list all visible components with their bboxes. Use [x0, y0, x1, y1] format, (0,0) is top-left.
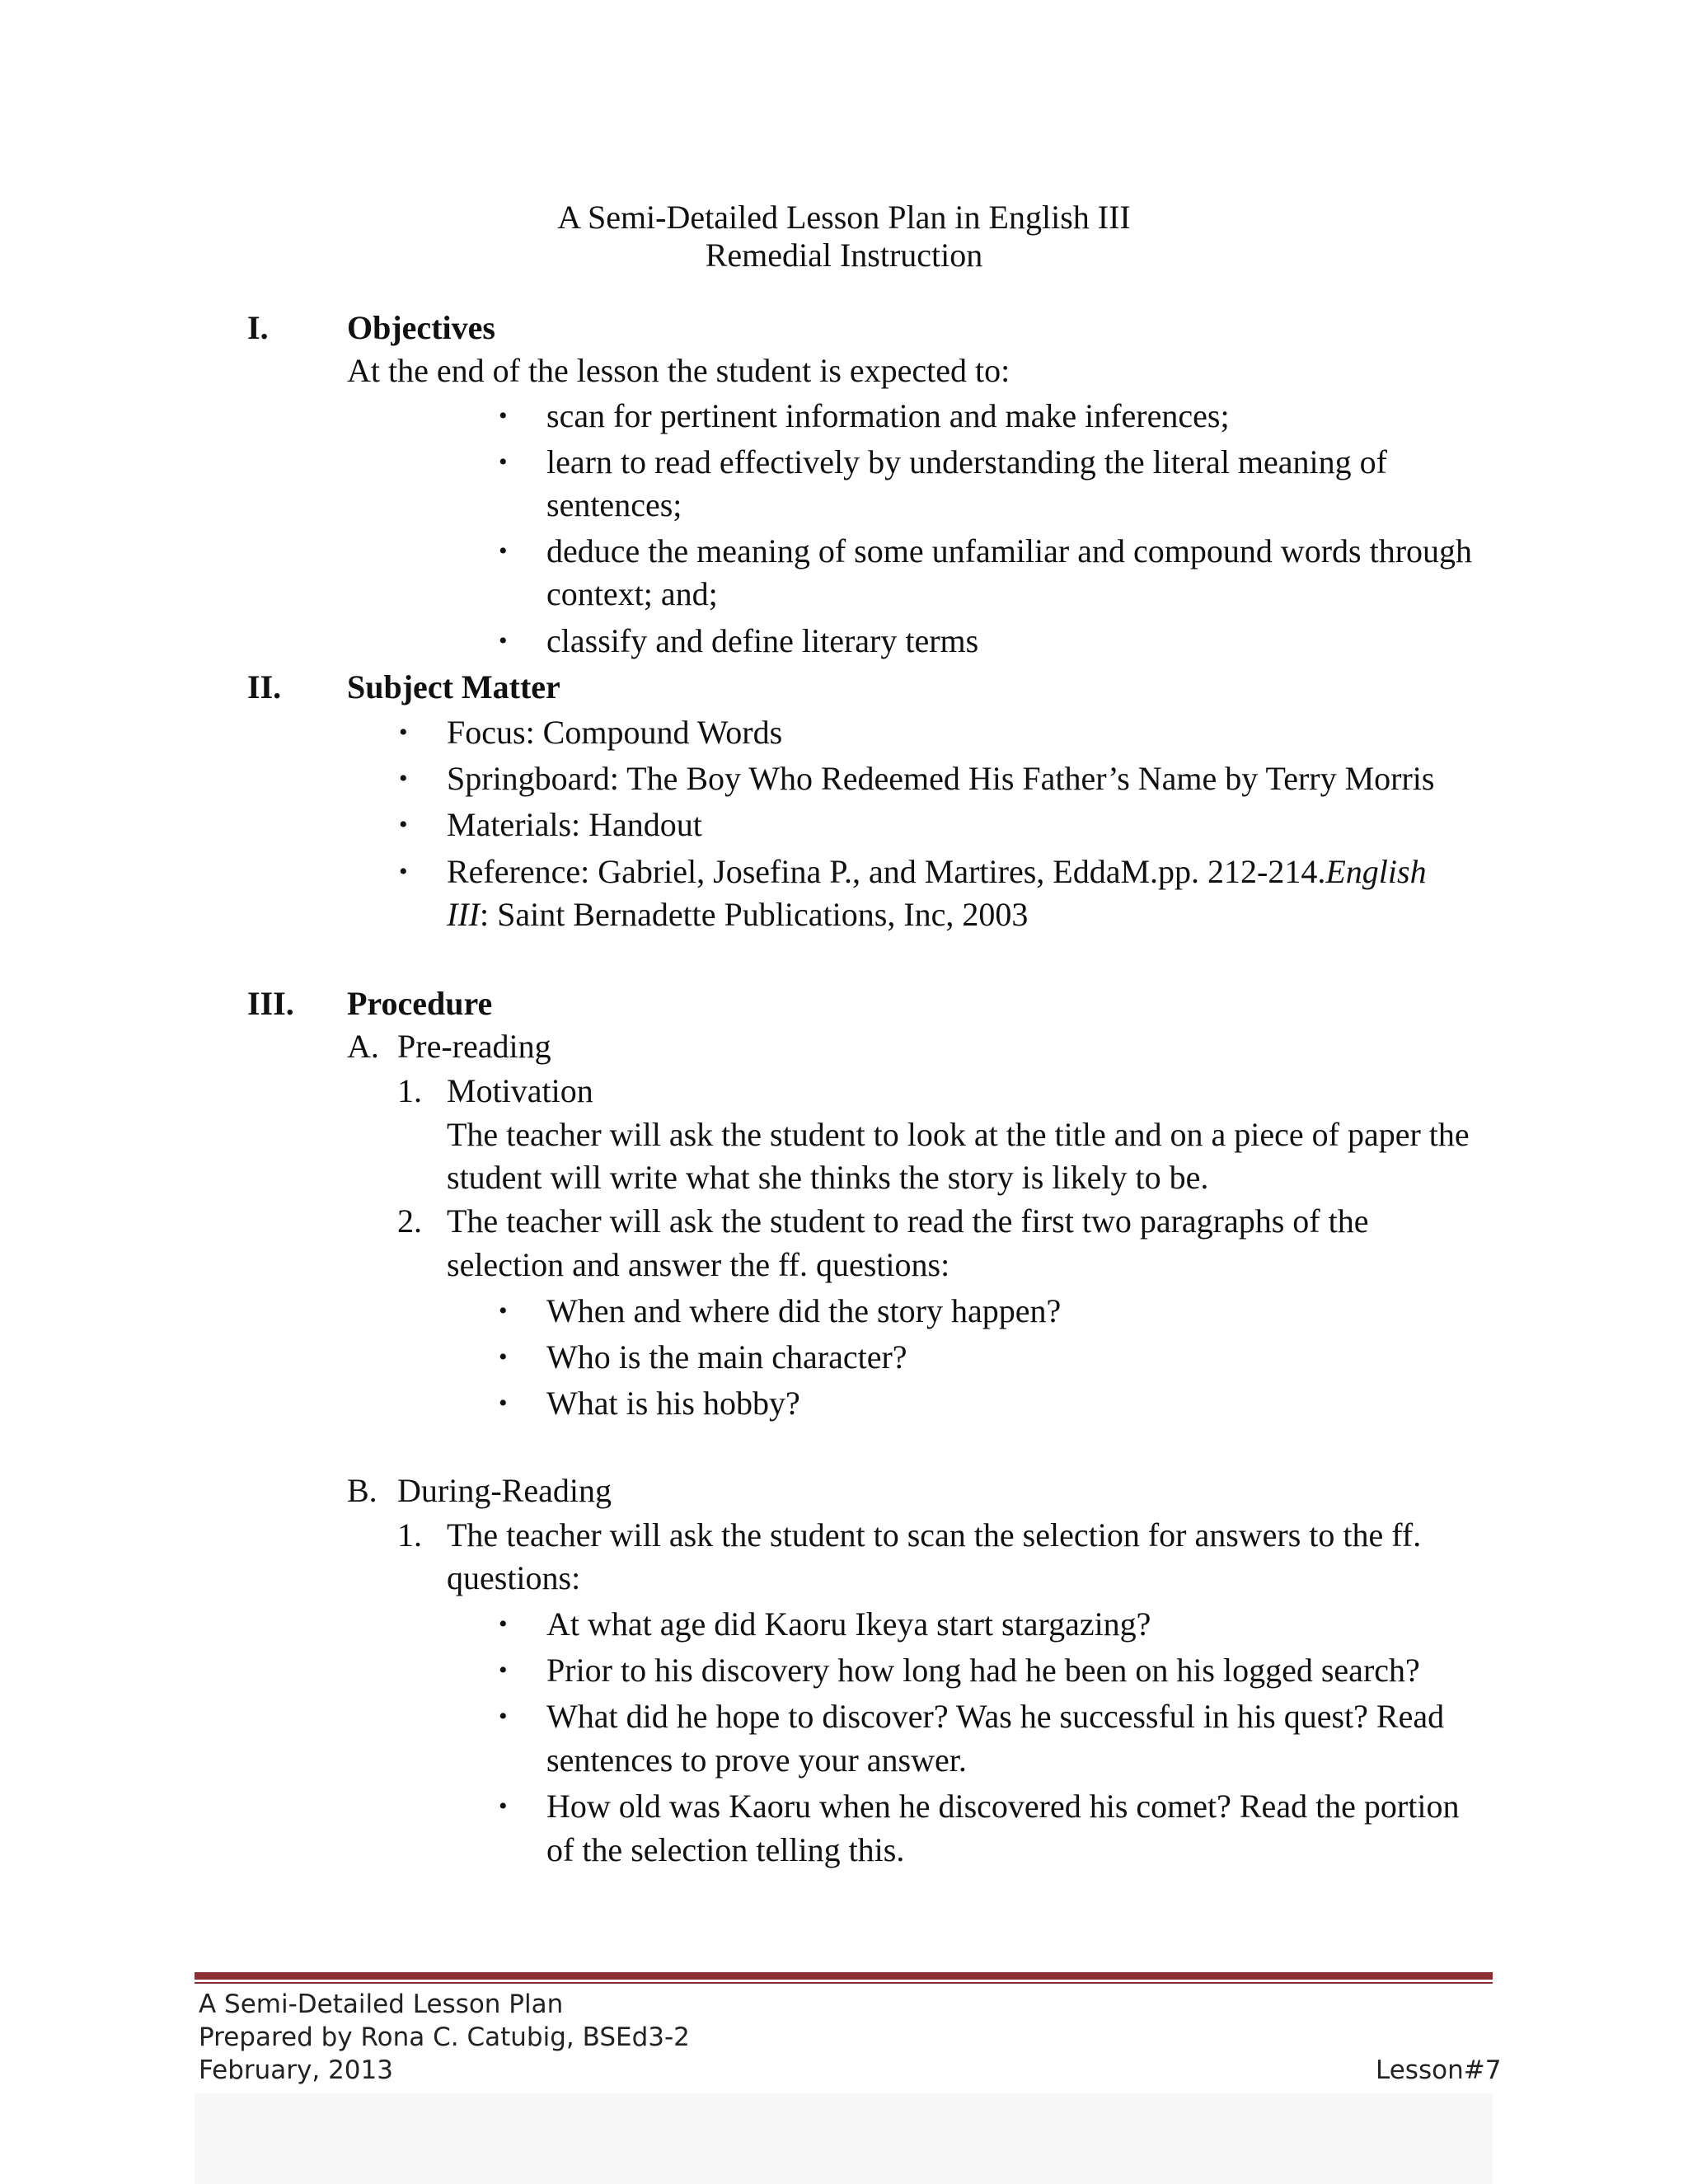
bullet-icon: •: [499, 627, 508, 654]
step-number: 1.: [397, 1516, 422, 1554]
bullet-icon: •: [399, 811, 408, 838]
question-item: How old was Kaoru when he discovered his comet? Read the portion: [546, 1788, 1460, 1825]
footer-author: Prepared by Rona C. Catubig, BSEd3-2: [199, 2022, 690, 2052]
objective-item-continuation: context; and;: [546, 575, 718, 612]
section-heading-procedure: Procedure: [347, 985, 493, 1022]
step-number: 2.: [397, 1202, 422, 1240]
bullet-icon: •: [499, 402, 508, 429]
question-item-continuation: sentences to prove your answer.: [546, 1741, 967, 1779]
section-numeral-objectives: I.: [247, 309, 269, 346]
objective-item: scan for pertinent information and make inferences;: [546, 397, 1230, 434]
objectives-intro: At the end of the lesson the student is expected to:: [347, 352, 1010, 389]
section-heading-objectives: Objectives: [347, 309, 495, 346]
footer-lesson-number: Lesson#7: [1376, 2055, 1502, 2085]
section-heading-subject-matter: Subject Matter: [347, 668, 560, 705]
bullet-icon: •: [399, 858, 408, 885]
subsection-title-pre-reading: Pre-reading: [397, 1028, 551, 1065]
step-text: student will write what she thinks the story is likely to be.: [447, 1159, 1209, 1196]
reference-book-title-cont: III: [447, 896, 480, 933]
subject-springboard: Springboard: The Boy Who Redeemed His Father’s Name by Terry Morris: [447, 760, 1435, 797]
question-item-continuation: of the selection telling this.: [546, 1831, 905, 1868]
reference-publisher: : Saint Bernadette Publications, Inc, 2003: [479, 896, 1029, 933]
bullet-icon: •: [499, 1657, 508, 1684]
objective-item: learn to read effectively by understanding the literal meaning of: [546, 443, 1387, 480]
step-text: selection and answer the ff. questions:: [447, 1246, 950, 1283]
subject-reference-continuation: [447, 893, 1028, 936]
reference-book-title: English: [1325, 853, 1427, 890]
step-title-motivation: Motivation: [447, 1072, 593, 1109]
bullet-icon: •: [499, 1343, 508, 1371]
reference-text: Reference: Gabriel, Josefina P., and Martires, EddaM.pp. 212-214.: [447, 853, 1326, 890]
footer-rule-thin: [195, 1982, 1493, 1984]
subsection-label: B.: [347, 1472, 377, 1509]
step-number: 1.: [397, 1072, 422, 1109]
bullet-icon: •: [399, 765, 408, 792]
subject-materials: Materials: Handout: [447, 806, 702, 843]
bullet-icon: •: [499, 537, 508, 565]
step-text: The teacher will ask the student to read the first two paragraphs of the: [447, 1202, 1369, 1240]
bullet-icon: •: [499, 1297, 508, 1324]
section-numeral-procedure: III.: [247, 985, 294, 1022]
bullet-icon: •: [499, 1390, 508, 1417]
bullet-icon: •: [499, 1610, 508, 1638]
question-item: What did he hope to discover? Was he successful in his quest? Read: [546, 1698, 1445, 1735]
objective-item-continuation: sentences;: [546, 486, 682, 523]
subsection-label: A.: [347, 1028, 379, 1065]
bullet-icon: •: [499, 1793, 508, 1820]
question-item: What is his hobby?: [546, 1385, 800, 1422]
objective-item: deduce the meaning of some unfamiliar and compound words through: [546, 532, 1473, 569]
question-item: Prior to his discovery how long had he been on his logged search?: [546, 1652, 1420, 1689]
bullet-icon: •: [499, 448, 508, 476]
subsection-title-during-reading: During-Reading: [397, 1472, 612, 1509]
question-item: Who is the main character?: [546, 1338, 907, 1376]
document-title: A Semi-Detailed Lesson Plan in English III: [557, 199, 1131, 236]
question-item: When and where did the story happen?: [546, 1292, 1062, 1329]
footer-background: [195, 2093, 1493, 2184]
step-text: The teacher will ask the student to look at the title and on a piece of paper the: [447, 1116, 1470, 1153]
footer-rule: [195, 1972, 1493, 1980]
footer-date: February, 2013: [199, 2055, 393, 2085]
bullet-icon: •: [399, 719, 408, 746]
step-text: questions:: [447, 1559, 581, 1596]
question-item: At what age did Kaoru Ikeya start stargazing?: [546, 1605, 1151, 1643]
document-subtitle: Remedial Instruction: [705, 237, 983, 274]
step-text: The teacher will ask the student to scan the selection for answers to the ff.: [447, 1516, 1422, 1554]
subject-focus: Focus: Compound Words: [447, 714, 783, 751]
section-numeral-subject-matter: II.: [247, 668, 282, 705]
bullet-icon: •: [499, 1703, 508, 1730]
objective-item: classify and define literary terms: [546, 622, 979, 659]
footer-document-name: A Semi-Detailed Lesson Plan: [199, 1990, 564, 2019]
subject-reference: [447, 851, 1427, 893]
